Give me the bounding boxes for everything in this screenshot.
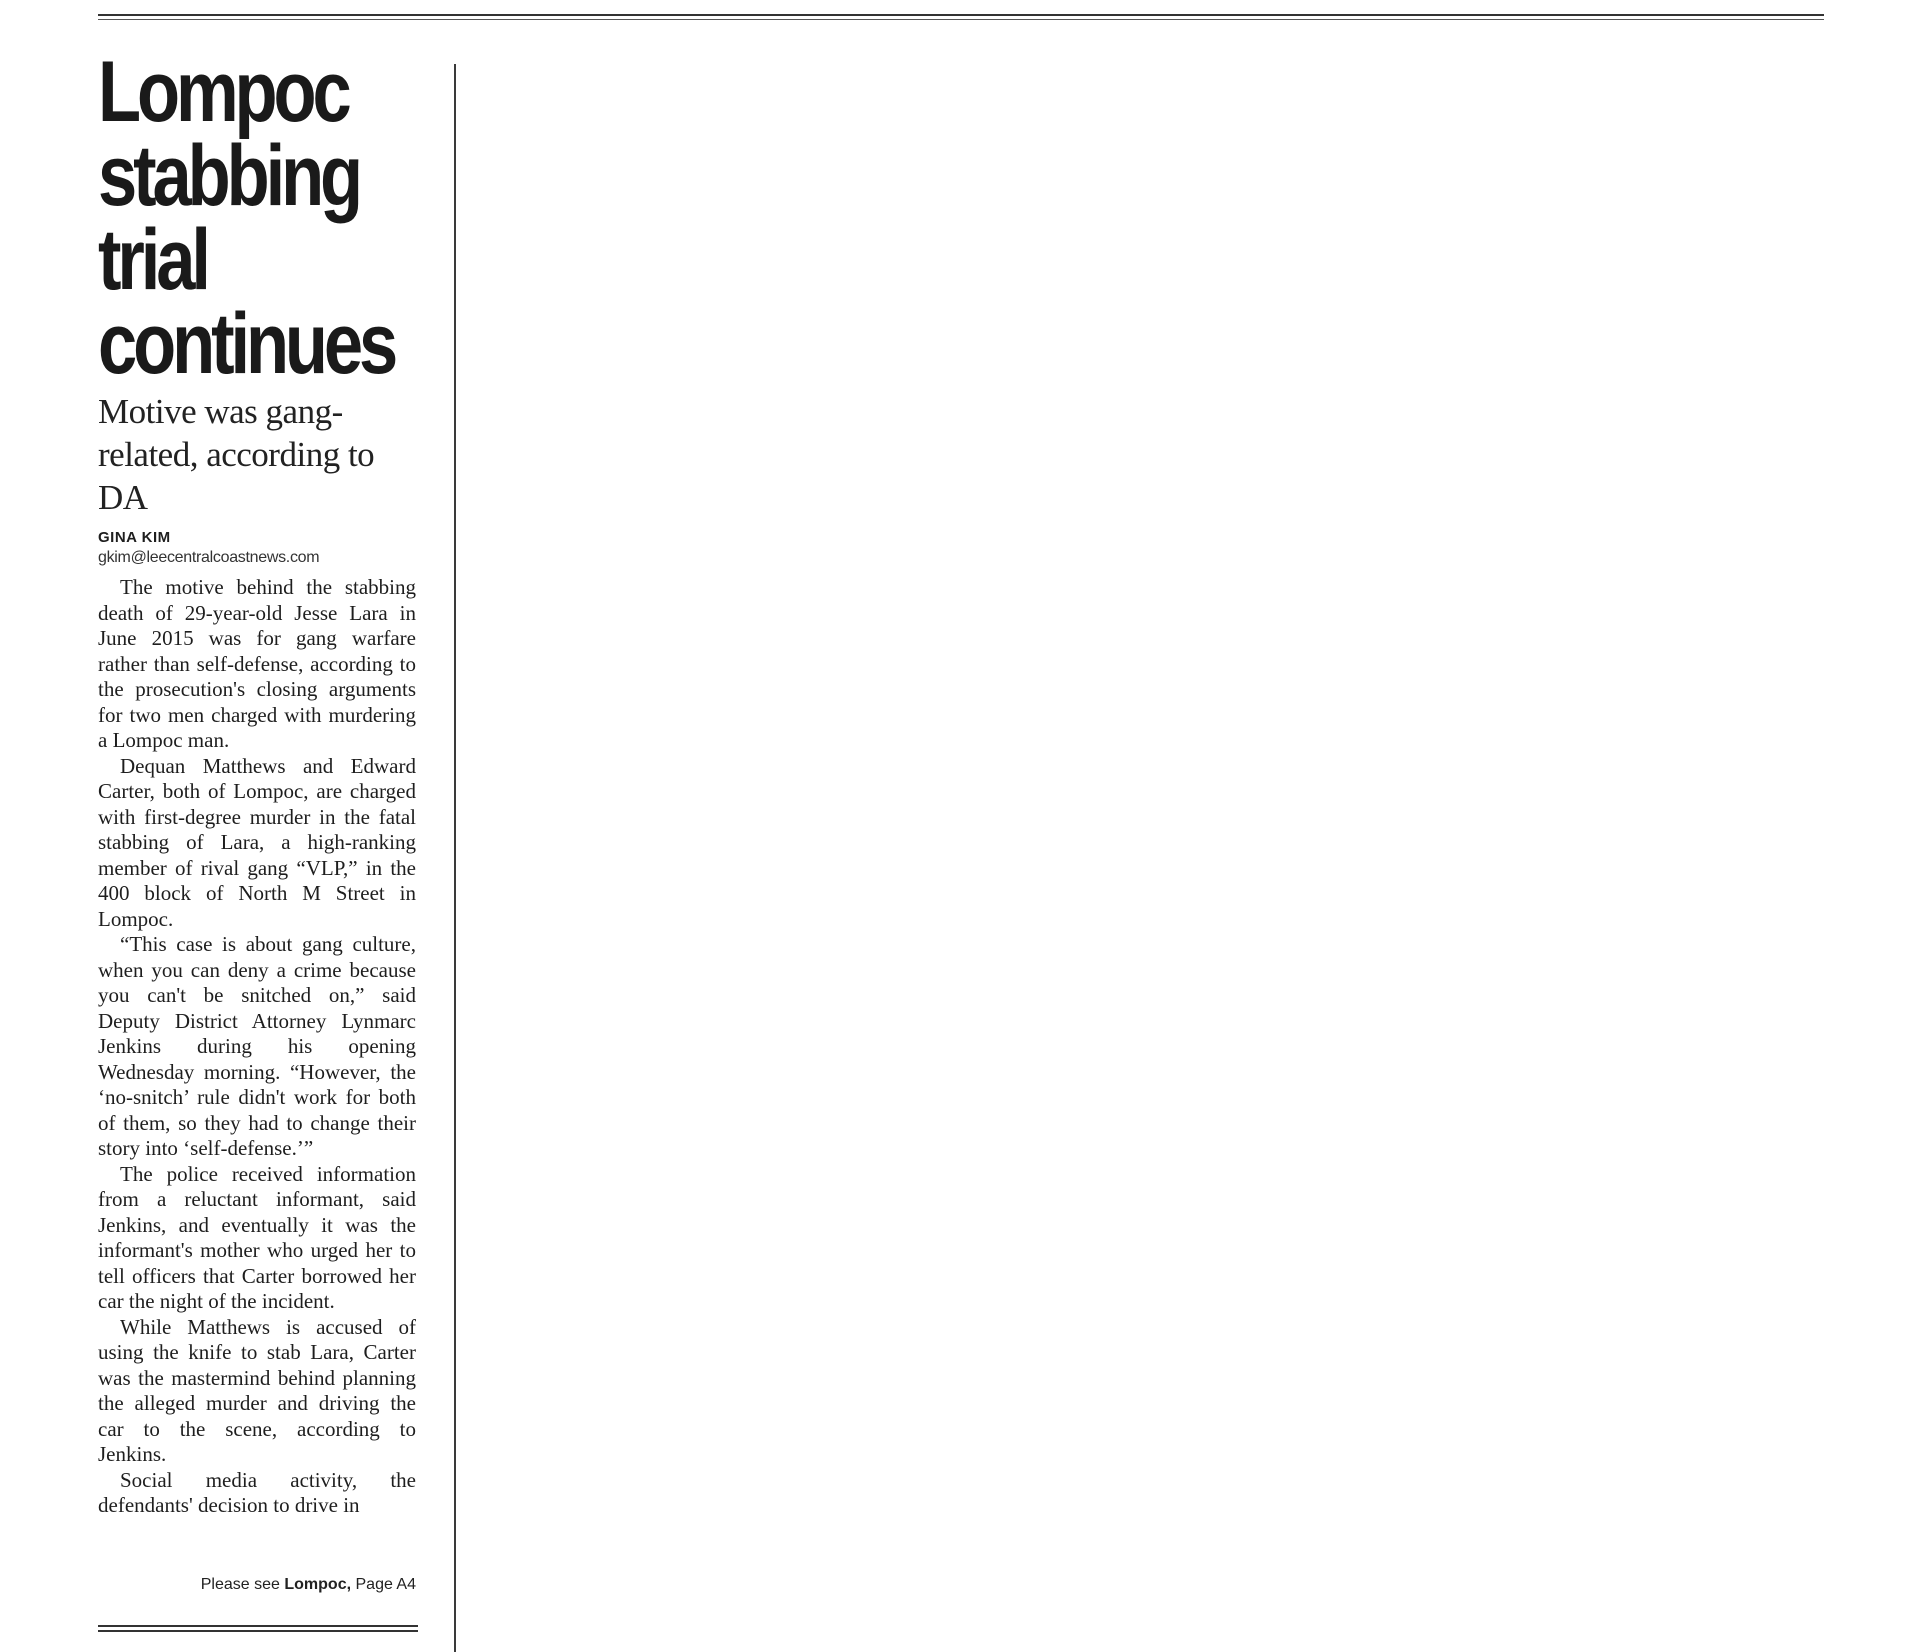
byline-email[interactable]: gkim@leecentralcoastnews.com [98, 549, 320, 566]
top-rule [98, 14, 1824, 20]
headline [98, 44, 416, 392]
column-rule [454, 64, 456, 1652]
paragraph: The motive behind the stabbing death of 29-year-old Jesse Lara in June 2015 was for gang warfare rather than self-defense, according to the prosecution's closing arguments for two men charged with murdering a Lompoc man. [98, 575, 416, 752]
article [98, 44, 416, 1519]
paragraph: Dequan Matthews and Edward Carter, both of Lompoc, are charged with first-degree murder in the fatal stabbing of Lara, a high-ranking member of rival gang “VLP,” in the 400 block of North M Street in Lompoc. [98, 753, 416, 931]
jump-prefix: Please see [200, 1576, 280, 1593]
byline-name: GINA KIM [98, 529, 171, 546]
jump-target: Lompoc, [284, 1576, 352, 1593]
headline-line: trial [98, 212, 207, 308]
paragraph: While Matthews is accused of using the knife to stab Lara, Carter was the mastermind behind planning the alleged murder and driving the car to the scene, according to Jenkins. [98, 1314, 416, 1466]
headline-line: continues [98, 296, 395, 392]
paragraph: Social media activity, the defendants' decision to drive in [98, 1467, 416, 1517]
article-body [98, 575, 416, 1519]
jump-page: Page A4 [355, 1576, 416, 1593]
bottom-rule [98, 1625, 418, 1632]
headline-line: stabbing [98, 128, 360, 224]
headline-line: Lompoc [98, 44, 348, 140]
paragraph: The police received information from a reluctant informant, said Jenkins, and eventually it was the informant's mother who urged her to tell officers that Carter borrowed her car the night of the incident. [98, 1161, 416, 1313]
jump-line[interactable] [98, 1576, 416, 1594]
deck: Motive was gang-related, according to DA [98, 392, 375, 517]
paragraph: “This case is about gang culture, when you can deny a crime because you can't be snitched on,” said Deputy District Attorney Lynmarc Jenkins during his opening Wednesday morning. “However, the ‘no-snitch’ rule didn't work for both of them, so they had to change their story into ‘self-defense.’” [98, 932, 416, 1160]
